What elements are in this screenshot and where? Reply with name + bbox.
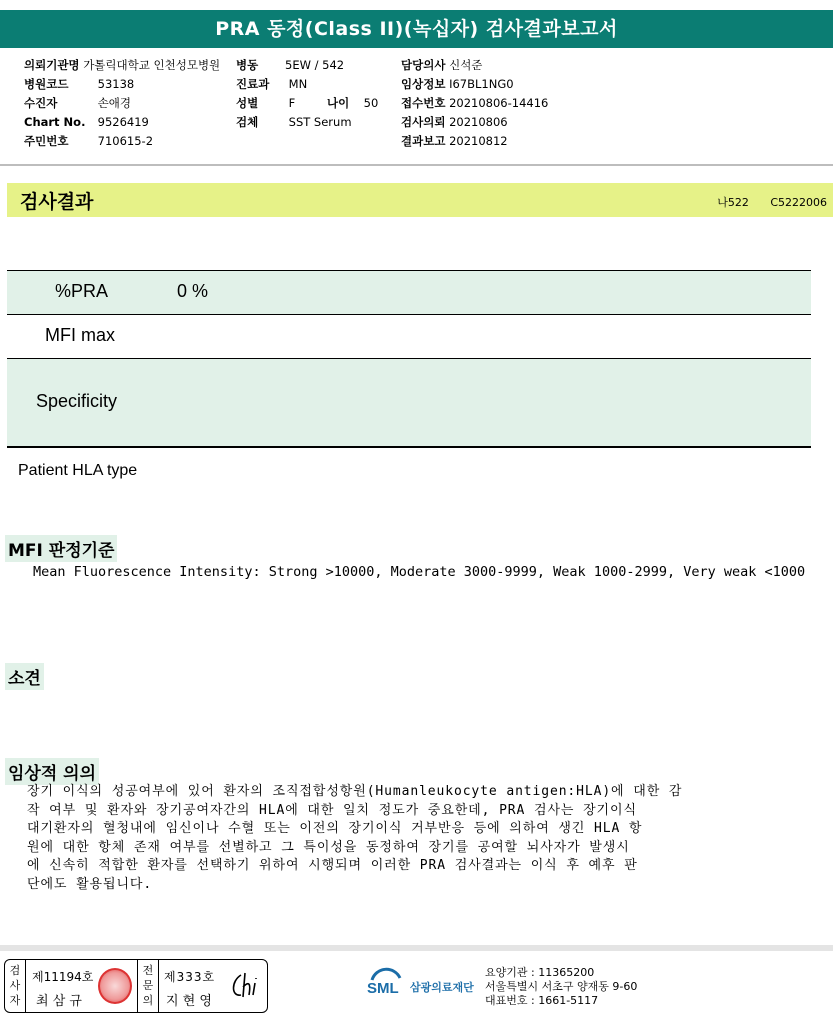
ward-field bbox=[236, 56, 345, 75]
specialist-name: 지 현 영 bbox=[166, 994, 212, 1009]
pra-value: 0 % bbox=[177, 281, 209, 301]
clinical-line: 대기환자의 혈청내에 임신이나 수혈 또는 이전의 장기이식 거부반응 등에 의하여 생긴 HLA 항 bbox=[27, 821, 643, 836]
chart-value: 9526419 bbox=[97, 115, 149, 129]
clinical-value: I67BL1NG0 bbox=[449, 77, 514, 91]
patient-info bbox=[0, 54, 833, 164]
clinical-meaning-text bbox=[27, 783, 817, 894]
receipt-field bbox=[401, 94, 548, 113]
footer-divider bbox=[0, 945, 833, 951]
pra-label: %PRA bbox=[55, 281, 109, 301]
clinical-field bbox=[401, 75, 514, 94]
age-value: 50 bbox=[363, 96, 379, 110]
age-label: 나이 bbox=[327, 96, 350, 110]
clinical-line: 에 신속히 적합한 환자를 선택하기 위하여 시행되며 이러한 PRA 검사결과는 이식 후 예후 판 bbox=[27, 858, 638, 873]
rrn-field bbox=[24, 132, 153, 151]
sml-logo-icon bbox=[366, 966, 406, 1006]
result-code-1: 나522 bbox=[717, 196, 749, 209]
sex-value: F bbox=[288, 96, 296, 110]
patient-value: 손애경 bbox=[97, 96, 131, 110]
code-field bbox=[24, 75, 134, 94]
table-row-mfi bbox=[7, 315, 811, 358]
clinical-meaning-heading: 임상적 의의 bbox=[5, 758, 99, 785]
signature-icon bbox=[227, 967, 263, 1003]
clinical-line: 단에도 활용됩니다. bbox=[27, 876, 153, 892]
org-info bbox=[485, 966, 637, 1008]
examiner-license: 제11194호 bbox=[32, 970, 94, 984]
dept-value: MN bbox=[288, 77, 308, 91]
seal-stamp-icon bbox=[98, 968, 132, 1004]
org-code: 요양기관 : 11365200 bbox=[485, 966, 595, 979]
request-value: 20210806 bbox=[449, 115, 508, 129]
dept-label: 진료과 bbox=[236, 77, 270, 91]
ward-value: 5EW / 542 bbox=[285, 58, 345, 72]
code-value: 53138 bbox=[97, 77, 135, 91]
examiner-name: 최 삼 규 bbox=[36, 994, 82, 1009]
result-code-2: C5222006 bbox=[770, 196, 827, 209]
divider bbox=[0, 164, 833, 166]
receipt-label: 접수번호 bbox=[401, 96, 446, 110]
doctor-field bbox=[401, 56, 482, 75]
table-border bbox=[7, 446, 811, 448]
hospital-field bbox=[24, 56, 220, 75]
doctor-label: 담당의사 bbox=[401, 58, 446, 72]
report-field bbox=[401, 132, 508, 151]
receipt-value: 20210806-14416 bbox=[449, 96, 549, 110]
clinical-line: 장기 이식의 성공여부에 있어 환자의 조직접합성항원(Humanleukocyte antigen:HLA)에 대한 감 bbox=[27, 784, 683, 799]
patient-hla-type: Patient HLA type bbox=[18, 462, 138, 479]
ward-label: 병동 bbox=[236, 58, 259, 72]
result-header bbox=[7, 183, 833, 217]
table-row-pra bbox=[7, 271, 811, 314]
specimen-value: SST Serum bbox=[288, 115, 352, 129]
report-title: PRA 동정(Class II)(녹십자) 검사결과보고서 bbox=[0, 10, 833, 48]
specimen-label: 검체 bbox=[236, 115, 259, 129]
specimen-field bbox=[236, 113, 352, 132]
mfi-label: MFI max bbox=[45, 325, 115, 345]
specialist-label: 전문의 bbox=[142, 964, 154, 1007]
chart-label: Chart No. bbox=[24, 115, 86, 129]
examiner-label: 검사자 bbox=[9, 964, 21, 1007]
patient-label: 수진자 bbox=[24, 96, 58, 110]
report-label: 결과보고 bbox=[401, 134, 446, 148]
clinical-line: 원에 대한 항체 존재 여부를 선별하고 그 특이성을 동정하여 장기를 공여할 뇌사자가 발생시 bbox=[27, 839, 630, 855]
clinical-line: 작 여부 및 환자와 장기공여자간의 HLA에 대한 일치 정도가 중요한데, PRA 검사는 장기이식 bbox=[27, 802, 637, 818]
hospital-label: 의뢰기관명 bbox=[24, 58, 80, 72]
signature-box bbox=[4, 959, 268, 1013]
request-field bbox=[401, 113, 508, 132]
sex-label: 성별 bbox=[236, 96, 259, 110]
specificity-label: Specificity bbox=[36, 391, 118, 411]
request-label: 검사의뢰 bbox=[401, 115, 446, 129]
doctor-value: 신석준 bbox=[449, 58, 483, 72]
code-label: 병원코드 bbox=[24, 77, 69, 91]
rrn-label: 주민번호 bbox=[24, 134, 69, 148]
result-title: 검사결과 bbox=[20, 191, 94, 213]
specialist-license: 제333호 bbox=[164, 970, 216, 984]
org-address: 서울특별시 서초구 양재동 9-60 bbox=[485, 980, 638, 993]
mfi-criteria-heading: MFI 판정기준 bbox=[5, 535, 117, 562]
rrn-value: 710615-2 bbox=[97, 134, 154, 148]
sex-field bbox=[236, 94, 295, 113]
clinical-label: 임상정보 bbox=[401, 77, 446, 91]
dept-field bbox=[236, 75, 307, 94]
table-row-specificity bbox=[7, 359, 811, 446]
report-value: 20210812 bbox=[449, 134, 508, 148]
age-field bbox=[327, 94, 378, 113]
logo-text: SML bbox=[367, 980, 399, 997]
opinion-heading: 소견 bbox=[5, 663, 44, 690]
patient-field bbox=[24, 94, 131, 113]
chart-field bbox=[24, 113, 149, 132]
result-codes bbox=[699, 194, 827, 210]
box-divider bbox=[25, 960, 26, 1012]
org-name: 삼광의료재단 bbox=[410, 981, 474, 994]
mfi-criteria-text: Mean Fluorescence Intensity: Strong >10000, Moderate 3000-9999, Weak 1000-2999, Very weak <1000 bbox=[33, 564, 806, 580]
hospital-value: 가톨릭대학교 인천성모병원 bbox=[83, 58, 221, 72]
box-divider bbox=[158, 960, 159, 1012]
org-phone: 대표번호 : 1661-5117 bbox=[485, 994, 599, 1007]
